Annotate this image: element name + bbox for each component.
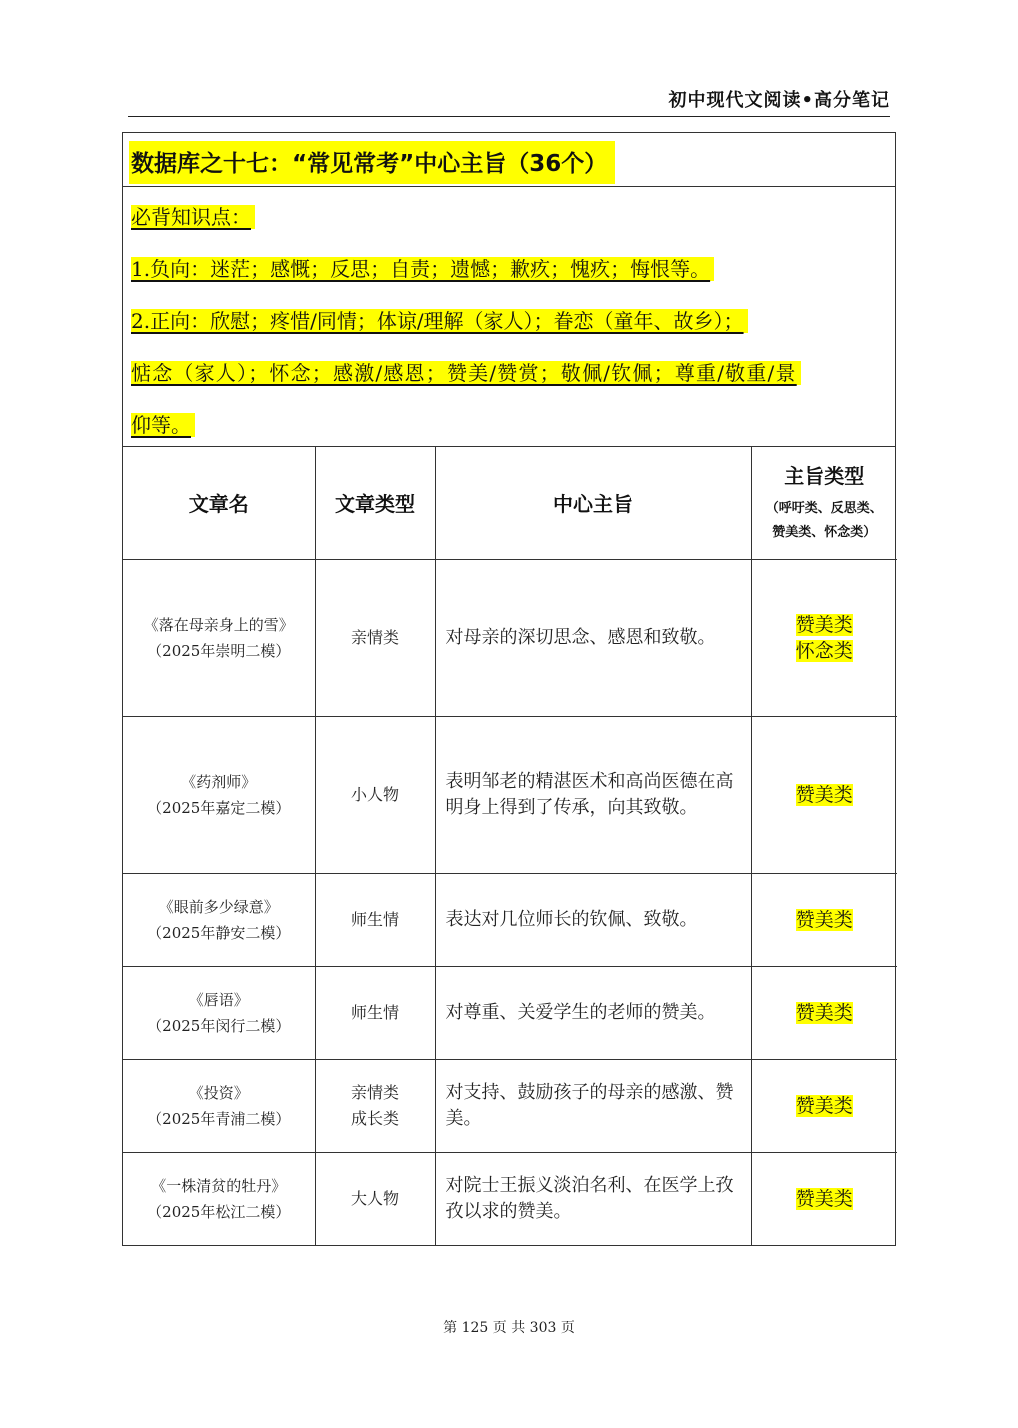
kb-line [131, 353, 889, 405]
table-header-row [123, 447, 897, 559]
theme-category: 赞美类 [751, 1152, 897, 1245]
article-type: 亲情类 [315, 559, 435, 716]
article-theme: 对母亲的深切思念、感恩和致敬。 [435, 559, 751, 716]
article-name: 《一株清贫的牡丹》 （2025年松江二模） [123, 1152, 315, 1245]
table-row [123, 716, 897, 873]
header-category [751, 447, 897, 559]
header-category-sub: （呼吁类、反思类、 赞美类、怀念类） [765, 501, 883, 541]
header-name: 文章名 [123, 447, 315, 559]
table-row [123, 559, 897, 716]
article-type: 大人物 [315, 1152, 435, 1245]
article-name: 《落在母亲身上的雪》 （2025年崇明二模） [123, 559, 315, 716]
theme-category: 赞美类 [751, 716, 897, 873]
knowledge-block [123, 187, 895, 447]
theme-table [123, 447, 897, 1245]
header-type: 文章类型 [315, 447, 435, 559]
article-type: 亲情类 成长类 [315, 1059, 435, 1152]
kb-negative: 1.负向：迷茫；感慨；反思；自责；遗憾；歉疚；愧疚；悔恨等。 [131, 257, 714, 281]
article-type: 师生情 [315, 966, 435, 1059]
page-number: 第 125 页 共 303 页 [443, 1320, 575, 1336]
table-row [123, 873, 897, 966]
theme-category: 赞美类 [751, 1059, 897, 1152]
kb-label-line [131, 197, 889, 249]
article-name: 《眼前多少绿意》 （2025年静安二模） [123, 873, 315, 966]
header-rule [128, 116, 890, 117]
kb-line [131, 301, 889, 353]
header-title: 初中现代文阅读•高分笔记 [668, 90, 890, 111]
theme-category: 赞美类 [751, 873, 897, 966]
article-name: 《唇语》 （2025年闵行二模） [123, 966, 315, 1059]
kb-positive-3: 仰等。 [131, 413, 195, 437]
article-name: 《药剂师》 （2025年嘉定二模） [123, 716, 315, 873]
table-row [123, 1152, 897, 1245]
kb-label: 必背知识点： [131, 205, 255, 229]
kb-line [131, 249, 889, 301]
article-theme: 表明邹老的精湛医术和高尚医德在高明身上得到了传承，向其致敬。 [435, 716, 751, 873]
article-name: 《投资》 （2025年青浦二模） [123, 1059, 315, 1152]
kb-positive-1: 2.正向：欣慰；疼惜/同情；体谅/理解（家人）；眷恋（童年、故乡）； [131, 309, 748, 333]
header-theme: 中心主旨 [435, 447, 751, 559]
article-theme: 对尊重、关爱学生的老师的赞美。 [435, 966, 751, 1059]
article-type: 师生情 [315, 873, 435, 966]
article-theme: 对支持、鼓励孩子的母亲的感激、赞美。 [435, 1059, 751, 1152]
table-row [123, 966, 897, 1059]
article-type: 小人物 [315, 716, 435, 873]
content-box [122, 132, 896, 1246]
section-title-row [123, 133, 895, 187]
theme-category: 赞美类 [751, 966, 897, 1059]
article-theme: 对院士王振义淡泊名利、在医学上孜孜以求的赞美。 [435, 1152, 751, 1245]
article-theme: 表达对几位师长的钦佩、致敬。 [435, 873, 751, 966]
kb-positive-2: 惦念（家人）；怀念；感激/感恩；赞美/赞赏；敬佩/钦佩；尊重/敬重/景 [131, 361, 801, 385]
table-row [123, 1059, 897, 1152]
header-category-label: 主旨类型 [784, 464, 865, 489]
theme-category: 赞美类 怀念类 [751, 559, 897, 716]
section-title: 数据库之十七：“常见常考”中心主旨（36个） [129, 141, 615, 184]
